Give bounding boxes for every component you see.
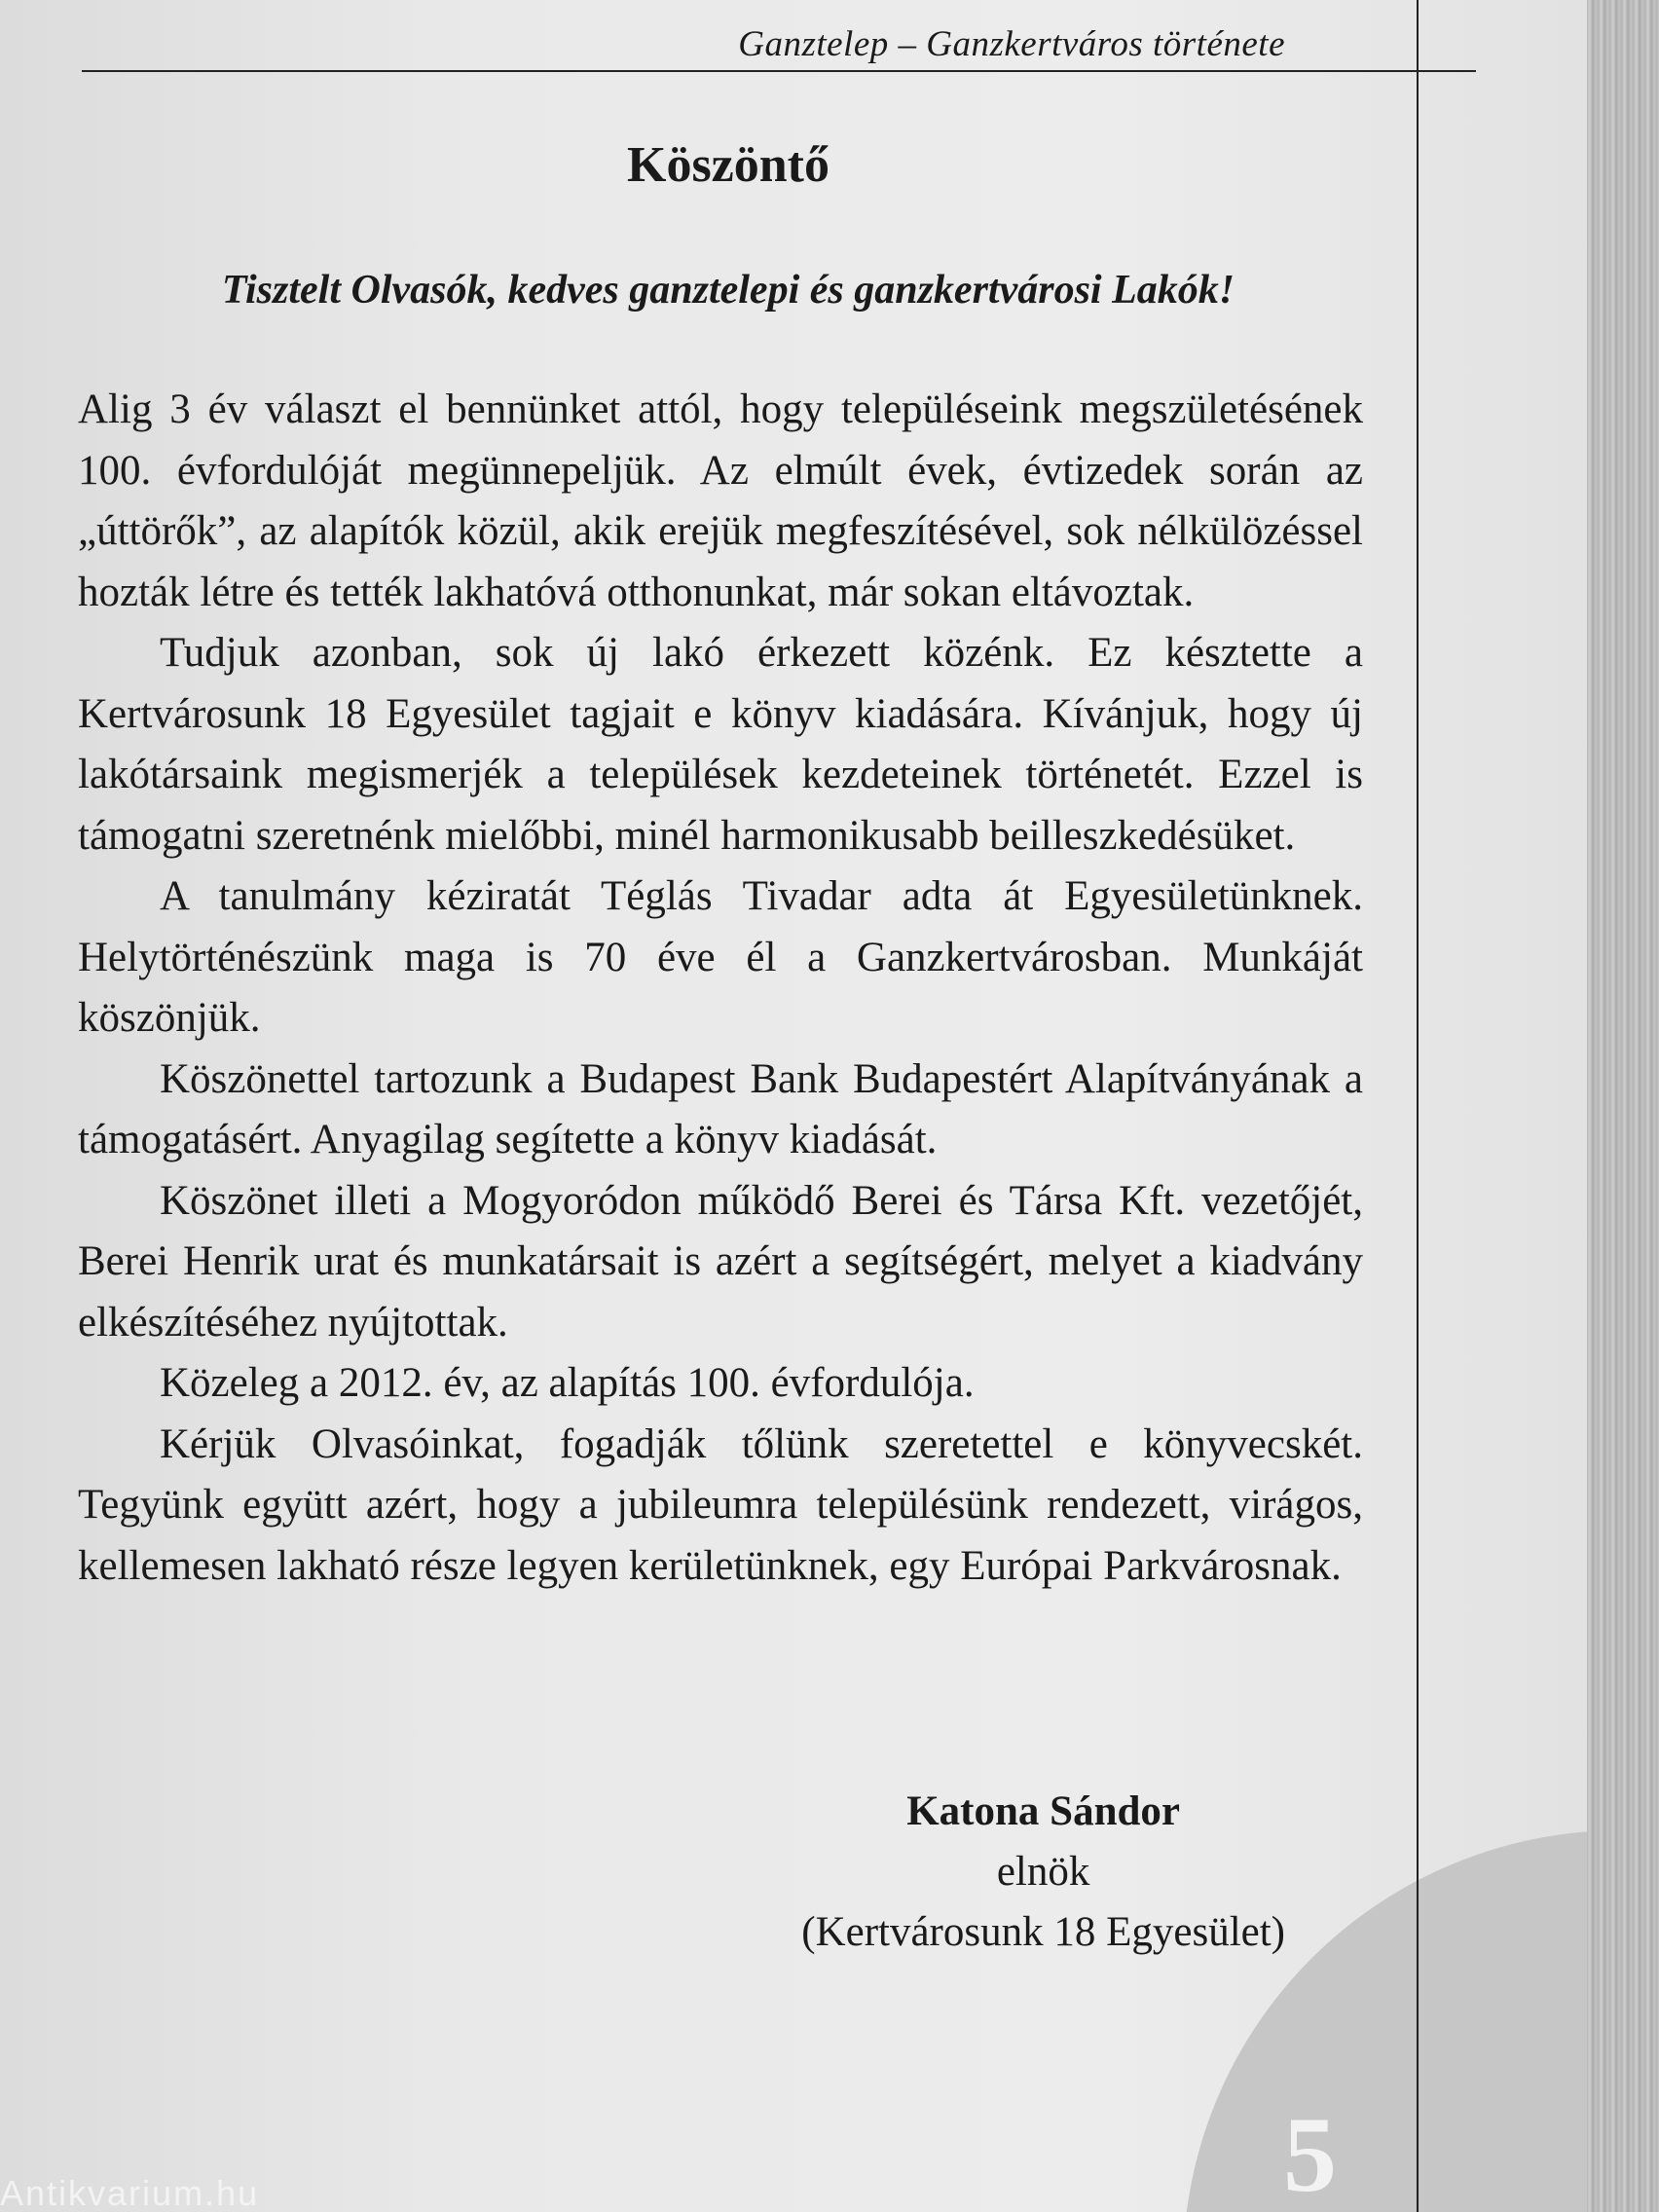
watermark: Antikvarium.hu [0,2173,260,2212]
signature-block [801,1782,1285,1963]
header-rule [82,70,1476,72]
side-rule [1417,0,1419,2212]
signature-organization: (Kertvárosunk 18 Egyesület) [801,1909,1285,1955]
signature-name: Katona Sándor [906,1788,1180,1834]
running-head: Ganztelep – Ganzkertváros története [738,24,1285,64]
paragraph: Közeleg a 2012. év, az alapítás 100. évfordulója. [160,1360,975,1406]
paragraph: Tudjuk azonban, sok új lakó érkezett közénk. Ez késztette a Kertvárosunk 18 Egyesület tagjait e könyv kiadására. Kívánjuk, hogy új lakótársaink megismerjék a települések kezdeteinek történetét. Ezzel is támogatni szeretnénk mielőbbi, minél harmonikusabb beilleszkedésüket. [78,630,1363,859]
paragraph: Kérjük Olvasóinkat, fogadják tőlünk szeretettel e könyvecskét. Tegyünk együtt azért, hogy a jubileumra településünk rendezett, virágos, kellemesen lakható része legyen kerületünknek, egy Európai Parkvárosnak. [78,1420,1363,1589]
page-title: Köszöntő [627,137,830,193]
paragraph: A tanulmány kéziratát Téglás Tivadar adta át Egyesületünknek. Helytörténészünk maga is 70 éve él a Ganzkertvárosban. Munkáját köszönjük. [78,873,1363,1041]
salutation: Tisztelt Olvasók, kedves ganztelepi és ganzkertvárosi Lakók! [221,268,1235,313]
signature-role: elnök [996,1849,1090,1895]
paragraph: Köszönettel tartozunk a Budapest Bank Budapestért Alapítványának a támogatásért. Anyagilag segítette a könyv kiadását. [78,1055,1363,1162]
page-edge [1587,0,1659,2212]
paragraph: Alig 3 év választ el bennünket attól, hogy településeink megszületésének 100. évfordulóját megünnepeljük. Az elmúlt évek, évtizedek során az „úttörők”, az alapítók közül, akik erejük megfeszítésével, sok nélkülözéssel hozták létre és tették lakhatóvá otthonunkat, már sokan eltávoztak. [78,387,1363,615]
page-number: 5 [1283,2095,1337,2212]
body-text [78,380,1363,1597]
paragraph: Köszönet illeti a Mogyoródon működő Berei és Társa Kft. vezetőjét, Berei Henrik urat és munkatársait is azért a segítségért, melyet a kiadvány elkészítéséhez nyújtottak. [78,1177,1363,1346]
